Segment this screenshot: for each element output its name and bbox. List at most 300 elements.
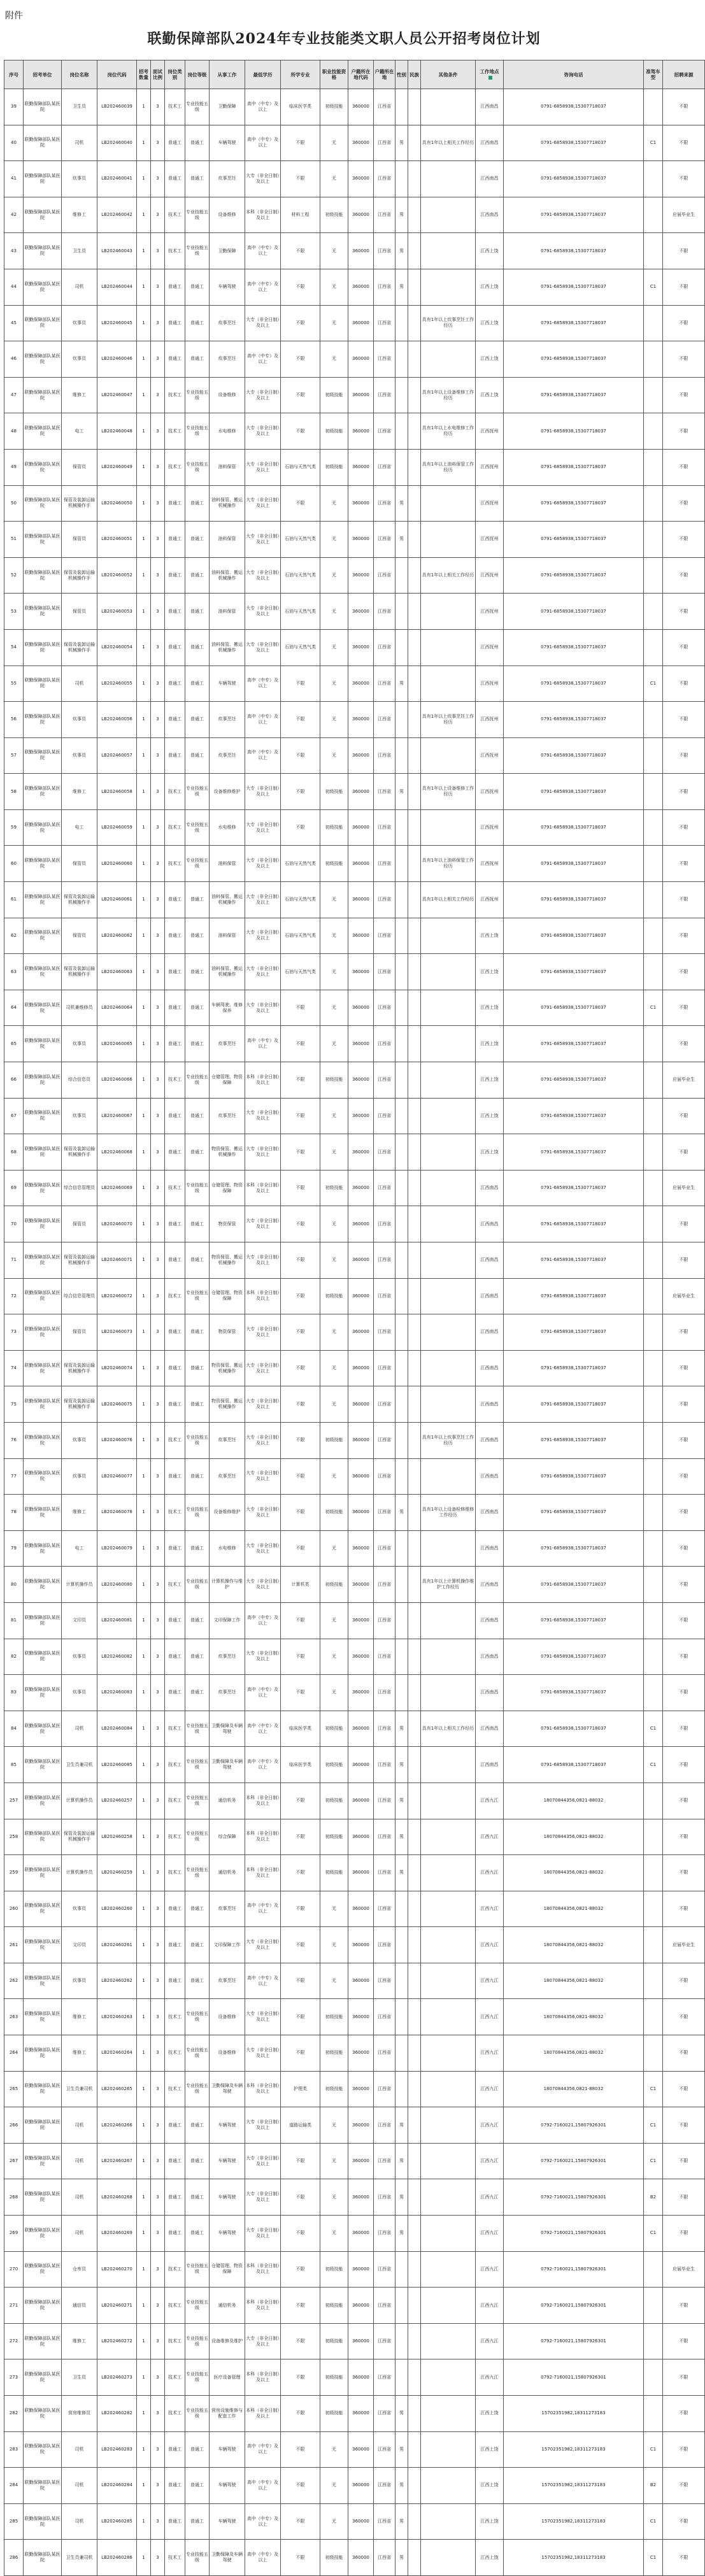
table-cell: 普通工	[165, 918, 185, 954]
table-cell: 本科（非全日制）及以上	[245, 1170, 281, 1206]
table-cell: 专业技能五级	[185, 2288, 210, 2324]
table-cell	[644, 774, 663, 810]
table-cell: 江西南昌	[476, 1711, 504, 1747]
table-cell: 1	[137, 1422, 151, 1458]
table-cell: 石油与天然气类	[281, 449, 320, 485]
table-cell: 江西省	[374, 485, 395, 522]
table-cell	[644, 809, 663, 846]
table-cell: 360000	[348, 2503, 374, 2540]
column-header[interactable]: 户籍所在地代码	[348, 60, 374, 89]
table-cell: 无	[320, 1242, 348, 1279]
table-cell: 3	[151, 2431, 165, 2468]
table-cell: 江西南昌	[476, 89, 504, 125]
table-cell: 普通工	[165, 1314, 185, 1351]
table-cell: LB202460073	[97, 1314, 137, 1351]
table-cell: 联勤保障部队某医院	[24, 594, 62, 630]
table-cell: 360000	[348, 269, 374, 305]
table-cell: 技术工	[165, 89, 185, 125]
table-cell	[644, 882, 663, 918]
table-cell: 江西省	[374, 954, 395, 990]
table-cell	[408, 557, 421, 594]
table-cell: 维修工	[62, 2035, 97, 2072]
table-cell: 具有1年以上设备维修工作经历	[421, 377, 476, 413]
table-cell: 1	[137, 918, 151, 954]
table-cell: 0792-7160021,15807926301	[504, 2216, 644, 2252]
table-cell: 技术工	[165, 197, 185, 233]
table-cell: 江西省	[374, 2179, 395, 2216]
table-cell: 司机	[62, 2431, 97, 2468]
table-cell: 不限	[281, 702, 320, 738]
table-cell: 炊事烹饪	[210, 1891, 245, 1927]
table-cell	[644, 1242, 663, 1279]
table-cell	[395, 990, 408, 1026]
table-cell: 联勤保障部队某医院	[24, 305, 62, 341]
table-cell: 普通工	[185, 1206, 210, 1242]
table-cell: 炊事员	[62, 1458, 97, 1495]
table-cell	[644, 1783, 663, 1819]
table-cell	[421, 2503, 476, 2540]
table-cell: 油料保管	[210, 449, 245, 485]
table-cell: 本科（非全日制）及以上	[245, 1062, 281, 1099]
column-header[interactable]: 岗位类别	[165, 60, 185, 89]
table-cell	[421, 341, 476, 378]
table-cell	[408, 846, 421, 882]
table-cell	[408, 89, 421, 125]
table-cell: 1	[137, 89, 151, 125]
table-cell: 联勤保障部队某医院	[24, 954, 62, 990]
table-cell	[644, 161, 663, 197]
table-row	[4, 449, 705, 485]
table-cell: 无	[320, 161, 348, 197]
table-cell: 0791-6858938,15307718037	[504, 269, 644, 305]
table-cell: 0791-6858938,15307718037	[504, 449, 644, 485]
table-cell: 不限	[663, 1350, 705, 1386]
table-cell: 1	[137, 594, 151, 630]
table-cell: LB202460269	[97, 2216, 137, 2252]
table-cell: 专业技能五级	[185, 2071, 210, 2107]
column-header[interactable]: 从事工作	[210, 60, 245, 89]
table-cell: 1	[137, 2216, 151, 2252]
table-cell: 普通工	[185, 2431, 210, 2468]
table-cell: 江西九江	[476, 2179, 504, 2216]
table-cell: 不限	[663, 2107, 705, 2144]
table-cell	[408, 485, 421, 522]
table-cell: 3	[151, 2179, 165, 2216]
table-cell	[421, 1278, 476, 1314]
table-cell: 江西省	[374, 1855, 395, 1891]
table-cell: 3	[151, 954, 165, 990]
table-cell: 江西南昌	[476, 1495, 504, 1531]
table-cell	[408, 2540, 421, 2576]
table-cell: 不限	[663, 1711, 705, 1747]
table-cell: 43	[4, 233, 24, 269]
table-cell: 专业技能五级	[185, 233, 210, 269]
table-cell: 不限	[281, 2540, 320, 2576]
column-header[interactable]: 岗位等级	[185, 60, 210, 89]
table-cell: 1	[137, 846, 151, 882]
table-cell: 3	[151, 1999, 165, 2035]
column-header[interactable]: 工作地点	[476, 60, 504, 89]
table-cell: 不限	[663, 557, 705, 594]
column-header[interactable]: 岗位名称	[62, 60, 97, 89]
table-cell	[395, 1062, 408, 1099]
table-cell: 具有1年以上相关工作经历	[421, 882, 476, 918]
table-cell: 石油与天然气类	[281, 918, 320, 954]
filter-icon[interactable]	[488, 76, 492, 80]
table-cell: 联勤保障部队某医院	[24, 2143, 62, 2179]
table-cell: 车辆驾驶、维修保养	[210, 990, 245, 1026]
table-cell: 不限	[663, 2071, 705, 2107]
table-cell: 江西省	[374, 1819, 395, 1855]
table-row	[4, 846, 705, 882]
table-cell: 不限	[281, 2359, 320, 2396]
table-cell: 江西南昌	[476, 1567, 504, 1603]
table-row	[4, 1170, 705, 1206]
column-header[interactable]: 序号	[4, 60, 24, 89]
table-cell: 3	[151, 449, 165, 485]
table-cell: 360000	[348, 1062, 374, 1099]
table-cell: 计算机类	[281, 1567, 320, 1603]
table-cell: 不限	[663, 1855, 705, 1891]
table-cell: 联勤保障部队某医院	[24, 1675, 62, 1711]
table-cell: LB202460071	[97, 1242, 137, 1279]
column-header[interactable]: 招考数量	[137, 60, 151, 89]
table-cell: 江西九江	[476, 2359, 504, 2396]
table-cell: 无	[320, 665, 348, 702]
table-cell: 联勤保障部队某医院	[24, 809, 62, 846]
table-cell: 普通工	[165, 1458, 185, 1495]
table-cell: 0791-6858938,15307718037	[504, 1242, 644, 1279]
table-cell: 具有1年以上水电维修工作经历	[421, 413, 476, 450]
table-cell	[644, 449, 663, 485]
table-cell: 联勤保障部队某医院	[24, 1819, 62, 1855]
table-cell: 不限	[663, 702, 705, 738]
table-cell: 360000	[348, 1891, 374, 1927]
table-cell: 男	[395, 125, 408, 161]
table-cell	[644, 737, 663, 774]
table-cell: 不限	[281, 1170, 320, 1206]
table-cell: 高中（中专）及以上	[245, 1963, 281, 1999]
table-cell: 82	[4, 1639, 24, 1675]
table-cell: 0792-7160021,15807926301	[504, 2179, 644, 2216]
table-row	[4, 1999, 705, 2035]
table-cell: 男	[395, 1819, 408, 1855]
table-cell: 江西省	[374, 594, 395, 630]
column-header[interactable]: 其他条件	[421, 60, 476, 89]
table-cell: 15702351982,18311273183	[504, 2540, 644, 2576]
column-header[interactable]: 面试比例	[151, 60, 165, 89]
table-cell: 初级技能	[320, 1062, 348, 1099]
table-cell: 不限	[281, 1134, 320, 1171]
table-cell: 保管员	[62, 522, 97, 558]
table-cell: 普通工	[165, 522, 185, 558]
table-cell: 卫勤保障	[210, 89, 245, 125]
table-cell: 285	[4, 2503, 24, 2540]
table-cell	[421, 2288, 476, 2324]
table-cell: 专业技能五级	[185, 89, 210, 125]
table-cell: 石油与天然气类	[281, 629, 320, 665]
table-body	[4, 89, 705, 2576]
table-cell: 江西上饶	[476, 305, 504, 341]
table-cell: 江西省	[374, 846, 395, 882]
table-cell: LB202460268	[97, 2179, 137, 2216]
table-cell: LB202460051	[97, 522, 137, 558]
table-cell: C1	[644, 2216, 663, 2252]
table-cell: 不限	[663, 233, 705, 269]
table-cell: 高中（中专）及以上	[245, 1711, 281, 1747]
table-cell: 78	[4, 1495, 24, 1531]
table-cell: 不限	[663, 2503, 705, 2540]
table-cell: 0791-6858938,15307718037	[504, 1026, 644, 1062]
table-cell: 1	[137, 449, 151, 485]
table-cell	[408, 2503, 421, 2540]
table-cell: C1	[644, 2107, 663, 2144]
table-cell: 不限	[281, 269, 320, 305]
table-cell: 0791-6858938,15307718037	[504, 1062, 644, 1099]
table-cell: 大专（非全日制）及以上	[245, 305, 281, 341]
table-cell: 联勤保障部队某医院	[24, 1891, 62, 1927]
table-cell: 1	[137, 377, 151, 413]
table-cell: 普通工	[185, 918, 210, 954]
column-header[interactable]: 职业技能资格	[320, 60, 348, 89]
table-cell: 不限	[663, 2035, 705, 2072]
table-cell: 物资保管、搬运机械操作	[210, 1242, 245, 1279]
table-cell: 江西上饶	[476, 1134, 504, 1171]
table-cell: 联勤保障部队某医院	[24, 665, 62, 702]
table-cell: 江西省	[374, 1062, 395, 1099]
table-cell: 高中（中专）及以上	[245, 2503, 281, 2540]
table-cell: 1	[137, 125, 151, 161]
table-cell	[408, 1098, 421, 1134]
table-cell: LB202460264	[97, 2035, 137, 2072]
table-cell: 江西南昌	[476, 1278, 504, 1314]
table-cell: 江西九江	[476, 2071, 504, 2107]
column-header[interactable]: 民族	[408, 60, 421, 89]
table-cell	[421, 1386, 476, 1423]
table-cell: 江西省	[374, 1350, 395, 1386]
table-row	[4, 2359, 705, 2396]
table-cell: 车辆驾驶	[210, 2216, 245, 2252]
table-cell: 66	[4, 1062, 24, 1099]
table-cell: 79	[4, 1530, 24, 1567]
table-cell: 不限	[281, 1458, 320, 1495]
table-cell: LB202460258	[97, 1819, 137, 1855]
table-cell: 3	[151, 1711, 165, 1747]
table-cell: 炊事烹饪	[210, 1675, 245, 1711]
column-header[interactable]: 最低学历	[245, 60, 281, 89]
table-cell: 初级技能	[320, 2540, 348, 2576]
table-cell: 1	[137, 2396, 151, 2432]
table-cell: 1	[137, 1242, 151, 1279]
table-cell	[395, 1422, 408, 1458]
table-cell: 41	[4, 161, 24, 197]
table-cell: 大专（非全日制）及以上	[245, 1422, 281, 1458]
table-cell: 初级技能	[320, 2396, 348, 2432]
table-cell: 1	[137, 161, 151, 197]
table-cell: 江西九江	[476, 2323, 504, 2359]
table-cell: 无	[320, 1350, 348, 1386]
table-cell: 1	[137, 2035, 151, 2072]
table-cell: 普通工	[185, 1386, 210, 1423]
table-cell: 物资保管	[210, 1206, 245, 1242]
table-cell: 3	[151, 846, 165, 882]
table-row	[4, 774, 705, 810]
table-cell: 360000	[348, 1314, 374, 1351]
table-cell: 269	[4, 2216, 24, 2252]
table-cell	[644, 2359, 663, 2396]
table-cell: LB202460061	[97, 882, 137, 918]
table-cell	[421, 1314, 476, 1351]
table-cell: 3	[151, 629, 165, 665]
table-cell	[421, 522, 476, 558]
table-cell	[408, 1639, 421, 1675]
table-cell: 技术工	[165, 233, 185, 269]
table-cell: 炊事烹饪	[210, 1026, 245, 1062]
table-cell	[644, 197, 663, 233]
table-cell: 3	[151, 485, 165, 522]
table-cell: 360000	[348, 2540, 374, 2576]
column-header[interactable]: 招聘来源	[663, 60, 705, 89]
table-cell: 268	[4, 2179, 24, 2216]
table-cell	[408, 594, 421, 630]
table-cell: 不限	[281, 1098, 320, 1134]
table-cell: 炊事烹饪	[210, 341, 245, 378]
table-cell	[395, 1963, 408, 1999]
table-cell: 炊事烹饪	[210, 702, 245, 738]
table-cell: 无	[320, 702, 348, 738]
table-cell: LB202460282	[97, 2396, 137, 2432]
table-cell: 江西南昌	[476, 1170, 504, 1206]
table-cell: LB202460267	[97, 2143, 137, 2179]
column-header[interactable]: 岗位代码	[97, 60, 137, 89]
table-cell: 联勤保障部队某医院	[24, 522, 62, 558]
table-cell: 联勤保障部队某医院	[24, 557, 62, 594]
table-cell: 不限	[281, 1639, 320, 1675]
table-cell: 无	[320, 1314, 348, 1351]
table-cell: 不限	[663, 809, 705, 846]
table-cell: 3	[151, 2468, 165, 2504]
table-cell	[644, 1422, 663, 1458]
table-cell: 江西省	[374, 1422, 395, 1458]
table-cell	[395, 449, 408, 485]
table-cell: 1	[137, 2359, 151, 2396]
table-row	[4, 1134, 705, 1171]
table-cell	[408, 1350, 421, 1386]
table-cell: 0791-6858938,15307718037	[504, 1098, 644, 1134]
table-cell: 普通工	[165, 1134, 185, 1171]
table-cell: 3	[151, 89, 165, 125]
table-cell: 3	[151, 1458, 165, 1495]
table-cell: 专业技能五级	[185, 1170, 210, 1206]
table-cell: 专业技能五级	[185, 1422, 210, 1458]
table-cell: 3	[151, 1783, 165, 1819]
column-header[interactable]: 咨询电话	[504, 60, 644, 89]
table-cell: 江西南昌	[476, 1242, 504, 1279]
table-cell: 应届毕业生	[663, 1278, 705, 1314]
table-cell: 不限	[663, 918, 705, 954]
table-cell: 炊事员	[62, 1639, 97, 1675]
table-cell: 360000	[348, 233, 374, 269]
table-cell: 大专（非全日制）及以上	[245, 1927, 281, 1963]
table-cell: 联勤保障部队某医院	[24, 1567, 62, 1603]
table-cell: LB202460054	[97, 629, 137, 665]
table-cell: 不限	[663, 377, 705, 413]
table-cell: 男	[395, 2216, 408, 2252]
column-header[interactable]: 户籍所在地	[374, 60, 395, 89]
table-row	[4, 809, 705, 846]
table-cell	[421, 737, 476, 774]
table-cell: 江西上饶	[476, 1098, 504, 1134]
table-cell: 联勤保障部队某医院	[24, 2503, 62, 2540]
table-cell: 车辆驾驶	[210, 2431, 245, 2468]
table-cell	[408, 125, 421, 161]
table-cell: 技术工	[165, 2251, 185, 2288]
table-cell: 3	[151, 2288, 165, 2324]
table-cell	[395, 413, 408, 450]
table-cell	[421, 2071, 476, 2107]
column-header[interactable]: 性别	[395, 60, 408, 89]
table-cell: 炊事烹饪	[210, 161, 245, 197]
table-cell: 男	[395, 2468, 408, 2504]
table-cell	[421, 2431, 476, 2468]
table-cell	[395, 2071, 408, 2107]
table-cell	[421, 2143, 476, 2179]
table-cell	[421, 1783, 476, 1819]
table-cell: 40	[4, 125, 24, 161]
table-cell: 85	[4, 1747, 24, 1783]
table-cell: 不限	[281, 1242, 320, 1279]
table-cell: 1	[137, 1386, 151, 1423]
table-row	[4, 377, 705, 413]
table-cell: 司机	[62, 2216, 97, 2252]
table-cell	[395, 1639, 408, 1675]
table-cell: 0791-6858938,15307718037	[504, 1350, 644, 1386]
table-cell: 1	[137, 1783, 151, 1819]
table-cell	[408, 522, 421, 558]
table-cell: 18070844356,0821-88032	[504, 1927, 644, 1963]
table-cell: 普通工	[185, 1350, 210, 1386]
table-cell: B2	[644, 2179, 663, 2216]
table-cell: 联勤保障部队某医院	[24, 1350, 62, 1386]
table-cell: 360000	[348, 89, 374, 125]
table-cell: 联勤保障部队某医院	[24, 1855, 62, 1891]
table-cell: 卫生员兼司机	[62, 2540, 97, 2576]
table-cell: 51	[4, 522, 24, 558]
table-cell	[395, 1567, 408, 1603]
table-cell: 不限	[281, 2143, 320, 2179]
table-cell: 联勤保障部队某医院	[24, 449, 62, 485]
table-cell: 61	[4, 882, 24, 918]
table-cell: 保管及装卸运输机械操作手	[62, 1819, 97, 1855]
column-header[interactable]: 招考单位	[24, 60, 62, 89]
table-cell: 大专（非全日制）及以上	[245, 1530, 281, 1567]
table-cell	[408, 1855, 421, 1891]
table-cell: 江西上饶	[476, 2503, 504, 2540]
table-cell: 360000	[348, 1242, 374, 1279]
table-cell: 江西省	[374, 1602, 395, 1639]
table-cell: 大专（非全日制）及以上	[245, 2035, 281, 2072]
table-cell	[408, 161, 421, 197]
table-cell: 普通工	[165, 702, 185, 738]
column-header[interactable]: 所学专业	[281, 60, 320, 89]
table-cell: 不限	[663, 954, 705, 990]
table-cell: 高中（中专）及以上	[245, 269, 281, 305]
column-header[interactable]: 准驾车型	[644, 60, 663, 89]
table-cell: 普通工	[165, 1675, 185, 1711]
table-cell: 江西上饶	[476, 990, 504, 1026]
table-cell: 保管员	[62, 1206, 97, 1242]
table-row	[4, 1855, 705, 1891]
